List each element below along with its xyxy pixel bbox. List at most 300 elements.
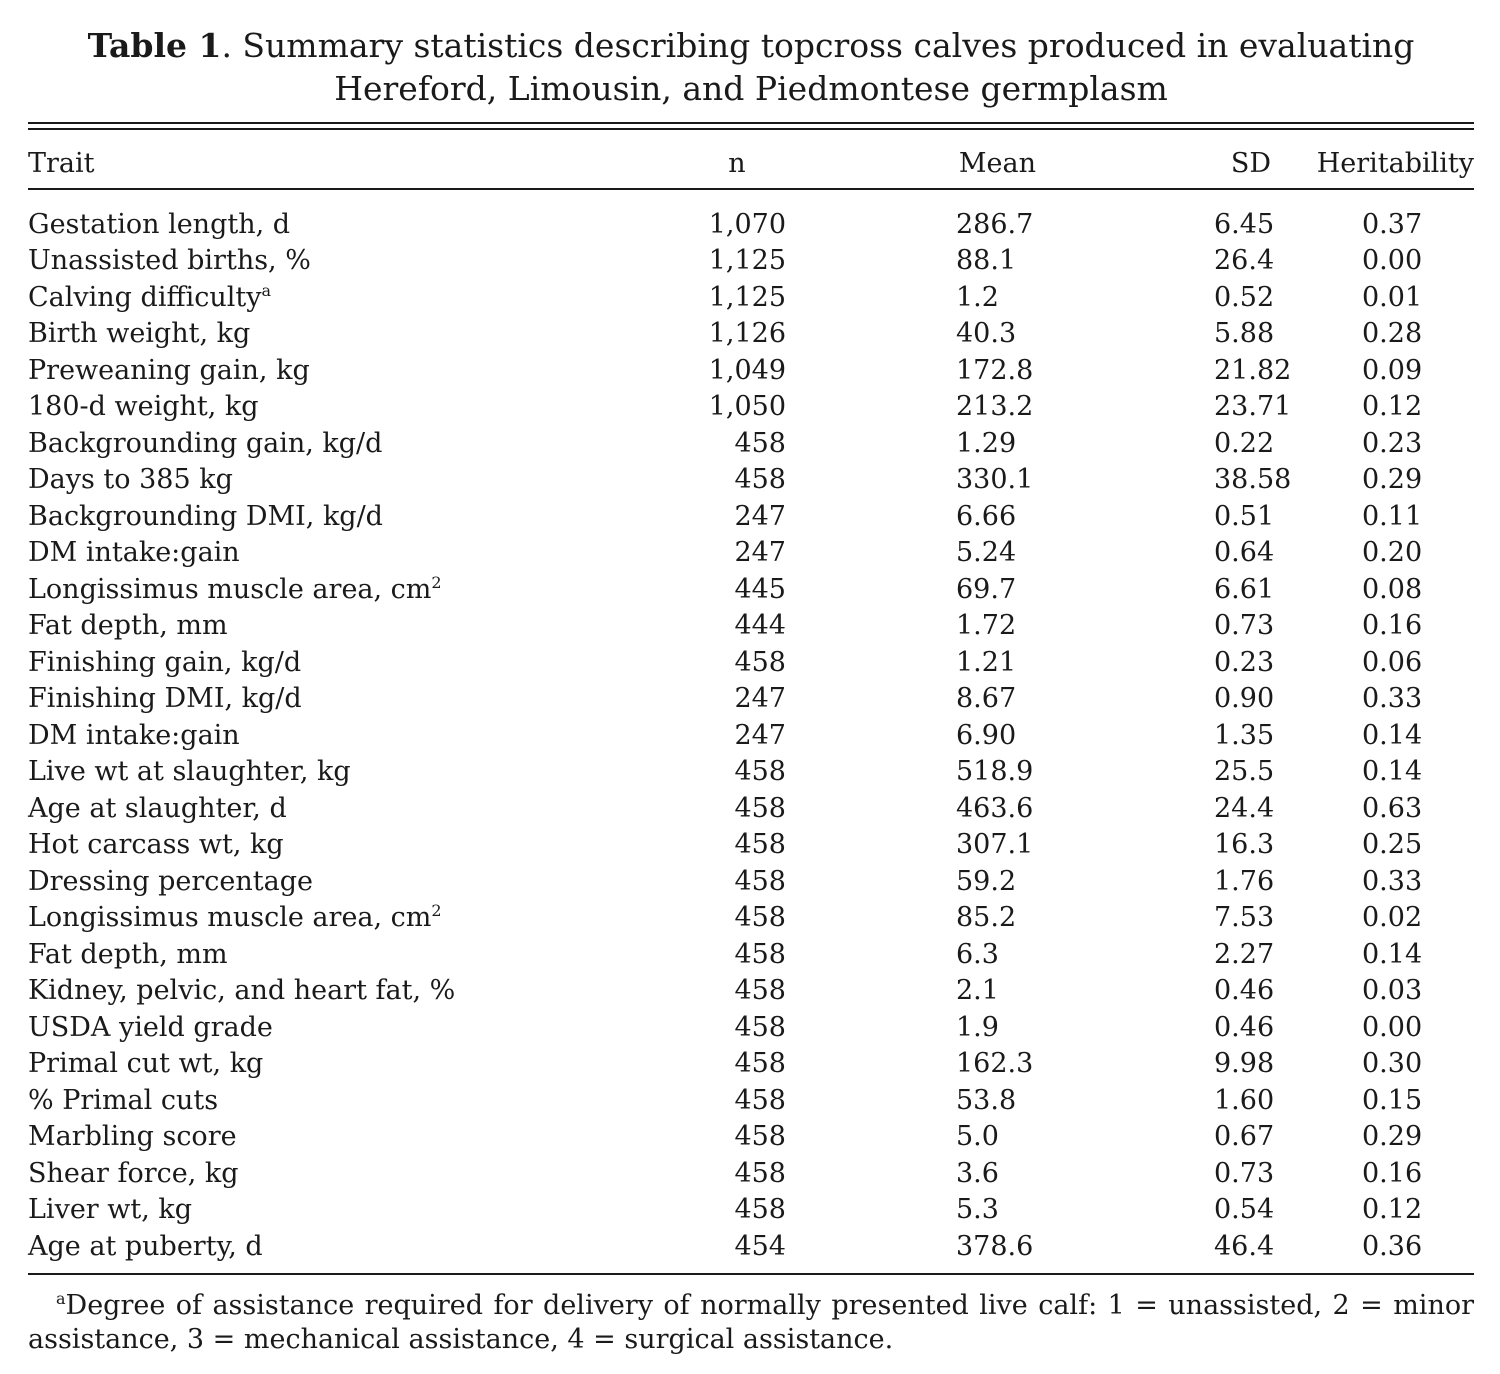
cell-heritability xyxy=(1286,462,1474,499)
cell-heritability-value: 0.14 xyxy=(1362,756,1423,788)
cell-mean xyxy=(786,1046,1046,1083)
cell-heritability-value: 0.29 xyxy=(1362,464,1423,496)
trait-label: Unassisted births, % xyxy=(28,245,311,277)
trait-label: 180-d weight, kg xyxy=(28,391,259,423)
cell-mean-value: 330.1 xyxy=(956,464,1034,496)
cell-mean-value: 8.67 xyxy=(956,683,1017,715)
cell-sd-value: 23.71 xyxy=(1214,391,1292,423)
cell-mean xyxy=(786,1228,1046,1274)
column-header-trait: Trait xyxy=(28,130,588,189)
cell-sd xyxy=(1046,279,1286,316)
cell-sd-value: 25.5 xyxy=(1214,756,1275,788)
trait-label: Primal cut wt, kg xyxy=(28,1048,264,1080)
cell-heritability xyxy=(1286,973,1474,1010)
cell-mean-value: 5.24 xyxy=(956,537,1017,569)
cell-mean-value: 463.6 xyxy=(956,792,1034,824)
cell-mean-value: 3.6 xyxy=(956,1157,999,1189)
cell-sd-value: 0.64 xyxy=(1214,537,1275,569)
cell-n: 458 xyxy=(734,756,786,788)
cell-mean xyxy=(786,644,1046,681)
table-row xyxy=(28,1082,1474,1119)
cell-trait xyxy=(28,352,588,389)
cell-heritability xyxy=(1286,754,1474,791)
cell-mean xyxy=(786,498,1046,535)
trait-label: DM intake:gain xyxy=(28,719,240,751)
cell-sd-value: 46.4 xyxy=(1214,1230,1275,1262)
cell-heritability-value: 0.09 xyxy=(1362,354,1423,386)
cell-trait xyxy=(28,1228,588,1274)
trait-label: Days to 385 kg xyxy=(28,464,233,496)
column-header-mean: Mean xyxy=(786,130,1046,189)
column-header-n: n xyxy=(588,130,786,189)
cell-trait xyxy=(28,1155,588,1192)
trait-label: Hot carcass wt, kg xyxy=(28,829,284,861)
cell-n: 458 xyxy=(734,1011,786,1043)
cell-trait xyxy=(28,462,588,499)
cell-mean-value: 172.8 xyxy=(956,354,1034,386)
cell-mean xyxy=(786,243,1046,280)
cell-heritability xyxy=(1286,498,1474,535)
table-row xyxy=(28,717,1474,754)
cell-n: 247 xyxy=(734,537,786,569)
cell-sd-value: 1.35 xyxy=(1214,719,1275,751)
column-header-sd: SD xyxy=(1046,130,1286,189)
cell-n: 458 xyxy=(734,464,786,496)
cell-trait xyxy=(28,535,588,572)
cell-heritability xyxy=(1286,316,1474,353)
cell-mean xyxy=(786,1009,1046,1046)
table-figure xyxy=(28,24,1474,1357)
cell-heritability-value: 0.36 xyxy=(1362,1230,1423,1262)
table-body xyxy=(28,189,1474,1274)
cell-sd-value: 5.88 xyxy=(1214,318,1275,350)
table-row xyxy=(28,1155,1474,1192)
cell-heritability xyxy=(1286,900,1474,937)
trait-label: Marbling score xyxy=(28,1121,237,1153)
cell-mean xyxy=(786,900,1046,937)
cell-trait xyxy=(28,316,588,353)
table-caption xyxy=(28,24,1474,110)
trait-label: Finishing DMI, kg/d xyxy=(28,683,302,715)
cell-mean xyxy=(786,936,1046,973)
cell-n: 458 xyxy=(734,427,786,459)
cell-mean-value: 69.7 xyxy=(956,573,1017,605)
cell-trait xyxy=(28,863,588,900)
cell-sd xyxy=(1046,425,1286,462)
cell-trait xyxy=(28,644,588,681)
cell-n: 247 xyxy=(734,719,786,751)
cell-heritability xyxy=(1286,243,1474,280)
cell-heritability xyxy=(1286,189,1474,243)
cell-n: 1,070 xyxy=(708,208,786,240)
cell-heritability-value: 0.25 xyxy=(1362,829,1423,861)
cell-sd-value: 0.54 xyxy=(1214,1194,1275,1226)
cell-n: 1,125 xyxy=(708,245,786,277)
cell-sd-value: 38.58 xyxy=(1214,464,1292,496)
cell-mean-value: 40.3 xyxy=(956,318,1017,350)
table-row xyxy=(28,754,1474,791)
cell-mean xyxy=(786,279,1046,316)
cell-trait xyxy=(28,498,588,535)
cell-heritability xyxy=(1286,1192,1474,1229)
cell-sd-value: 0.46 xyxy=(1214,975,1275,1007)
cell-heritability xyxy=(1286,1155,1474,1192)
cell-n: 1,050 xyxy=(708,391,786,423)
trait-label: Gestation length, d xyxy=(28,208,291,240)
cell-mean-value: 88.1 xyxy=(956,245,1017,277)
cell-sd xyxy=(1046,644,1286,681)
trait-label: Birth weight, kg xyxy=(28,318,251,350)
trait-label: Finishing gain, kg/d xyxy=(28,646,302,678)
cell-trait xyxy=(28,936,588,973)
cell-heritability xyxy=(1286,936,1474,973)
cell-sd xyxy=(1046,1228,1286,1274)
cell-heritability-value: 0.63 xyxy=(1362,792,1423,824)
cell-heritability-value: 0.12 xyxy=(1362,391,1423,423)
table-row xyxy=(28,644,1474,681)
cell-n: 247 xyxy=(734,500,786,532)
table-row xyxy=(28,243,1474,280)
cell-heritability xyxy=(1286,717,1474,754)
cell-sd xyxy=(1046,1192,1286,1229)
cell-mean-value: 1.29 xyxy=(956,427,1017,459)
cell-mean-value: 6.3 xyxy=(956,938,999,970)
cell-mean xyxy=(786,389,1046,426)
cell-mean-value: 6.66 xyxy=(956,500,1017,532)
table-row xyxy=(28,1119,1474,1156)
cell-mean-value: 518.9 xyxy=(956,756,1034,788)
cell-trait xyxy=(28,279,588,316)
table-row xyxy=(28,389,1474,426)
cell-mean xyxy=(786,316,1046,353)
table-row xyxy=(28,1228,1474,1274)
cell-heritability-value: 0.33 xyxy=(1362,865,1423,897)
cell-sd xyxy=(1046,717,1286,754)
cell-sd xyxy=(1046,571,1286,608)
cell-sd-value: 26.4 xyxy=(1214,245,1275,277)
cell-mean xyxy=(786,462,1046,499)
cell-sd-value: 6.45 xyxy=(1214,208,1275,240)
cell-sd-value: 2.27 xyxy=(1214,938,1275,970)
table-row xyxy=(28,681,1474,718)
cell-heritability xyxy=(1286,608,1474,645)
trait-label: Kidney, pelvic, and heart fat, % xyxy=(28,975,456,1007)
cell-n: 458 xyxy=(734,1048,786,1080)
trait-label: % Primal cuts xyxy=(28,1084,219,1116)
cell-heritability xyxy=(1286,352,1474,389)
cell-trait xyxy=(28,717,588,754)
cell-mean-value: 1.9 xyxy=(956,1011,999,1043)
cell-heritability-value: 0.01 xyxy=(1362,281,1423,313)
cell-heritability-value: 0.02 xyxy=(1362,902,1423,934)
table-row xyxy=(28,425,1474,462)
cell-heritability xyxy=(1286,827,1474,864)
cell-n: 445 xyxy=(734,573,786,605)
cell-trait xyxy=(28,189,588,243)
cell-sd xyxy=(1046,900,1286,937)
cell-mean xyxy=(786,1119,1046,1156)
trait-superscript: 2 xyxy=(431,901,442,921)
summary-statistics-table xyxy=(28,130,1474,1275)
cell-sd-value: 1.60 xyxy=(1214,1084,1275,1116)
cell-mean-value: 5.3 xyxy=(956,1194,999,1226)
trait-label: Backgrounding gain, kg/d xyxy=(28,427,383,459)
cell-mean-value: 286.7 xyxy=(956,208,1034,240)
cell-heritability-value: 0.00 xyxy=(1362,245,1423,277)
cell-n: 458 xyxy=(734,975,786,1007)
cell-n: 458 xyxy=(734,1194,786,1226)
cell-heritability-value: 0.11 xyxy=(1362,500,1423,532)
cell-mean xyxy=(786,189,1046,243)
table-row xyxy=(28,279,1474,316)
table-label: Table 1 xyxy=(87,26,222,65)
cell-sd xyxy=(1046,827,1286,864)
cell-heritability-value: 0.00 xyxy=(1362,1011,1423,1043)
cell-trait xyxy=(28,973,588,1010)
cell-mean xyxy=(786,681,1046,718)
cell-sd xyxy=(1046,754,1286,791)
cell-sd-value: 9.98 xyxy=(1214,1048,1275,1080)
cell-n: 458 xyxy=(734,1157,786,1189)
table-row xyxy=(28,936,1474,973)
cell-mean-value: 378.6 xyxy=(956,1230,1034,1262)
cell-heritability-value: 0.16 xyxy=(1362,1157,1423,1189)
cell-mean xyxy=(786,1192,1046,1229)
cell-n: 444 xyxy=(734,610,786,642)
cell-mean-value: 1.2 xyxy=(956,281,999,313)
cell-mean xyxy=(786,973,1046,1010)
cell-mean-value: 6.90 xyxy=(956,719,1017,751)
cell-sd xyxy=(1046,462,1292,499)
cell-heritability xyxy=(1286,681,1474,718)
cell-trait xyxy=(28,1119,588,1156)
cell-sd-value: 0.73 xyxy=(1214,610,1275,642)
trait-label: Calving difficulty xyxy=(28,281,262,313)
cell-sd xyxy=(1046,790,1286,827)
cell-heritability-value: 0.08 xyxy=(1362,573,1423,605)
table-footnote xyxy=(28,1289,1474,1357)
table-row xyxy=(28,863,1474,900)
cell-heritability-value: 0.14 xyxy=(1362,719,1423,751)
trait-label: DM intake:gain xyxy=(28,537,240,569)
trait-label: Preweaning gain, kg xyxy=(28,354,310,386)
cell-trait xyxy=(28,243,588,280)
footnote-text: Degree of assistance required for delivery of normally presented live calf: 1 = unassisted, 2 = minor assistance, 3 = mechanical assistance, 4 = surgical assistance. xyxy=(28,1289,1474,1355)
cell-sd xyxy=(1046,352,1292,389)
trait-superscript: 2 xyxy=(431,572,442,592)
cell-heritability xyxy=(1286,425,1474,462)
cell-sd xyxy=(1046,498,1286,535)
cell-sd-value: 0.22 xyxy=(1214,427,1275,459)
cell-sd-value: 0.23 xyxy=(1214,646,1275,678)
cell-trait xyxy=(28,827,588,864)
trait-superscript: a xyxy=(261,280,272,300)
cell-mean xyxy=(786,425,1046,462)
cell-mean-value: 307.1 xyxy=(956,829,1034,861)
table-row xyxy=(28,608,1474,645)
cell-trait xyxy=(28,900,588,937)
cell-sd xyxy=(1046,936,1286,973)
cell-trait xyxy=(28,681,588,718)
trait-label: USDA yield grade xyxy=(28,1011,273,1043)
cell-mean xyxy=(786,717,1046,754)
cell-sd-value: 0.67 xyxy=(1214,1121,1275,1153)
cell-n: 458 xyxy=(734,646,786,678)
cell-mean-value: 213.2 xyxy=(956,391,1034,423)
cell-mean xyxy=(786,790,1046,827)
table-row xyxy=(28,1009,1474,1046)
trait-label: Backgrounding DMI, kg/d xyxy=(28,500,383,532)
cell-n: 1,125 xyxy=(708,281,786,313)
cell-sd xyxy=(1046,681,1286,718)
cell-sd xyxy=(1046,535,1286,572)
cell-mean-value: 85.2 xyxy=(956,902,1017,934)
footnote-marker: a xyxy=(56,1288,66,1308)
cell-sd xyxy=(1046,1046,1286,1083)
cell-mean-value: 59.2 xyxy=(956,865,1017,897)
cell-mean-value: 2.1 xyxy=(956,975,999,1007)
cell-n: 458 xyxy=(734,1121,786,1153)
trait-label: Liver wt, kg xyxy=(28,1194,193,1226)
cell-sd-value: 0.90 xyxy=(1214,683,1275,715)
cell-heritability-value: 0.20 xyxy=(1362,537,1423,569)
table-row xyxy=(28,1192,1474,1229)
cell-trait xyxy=(28,1009,588,1046)
cell-heritability xyxy=(1286,644,1474,681)
cell-sd xyxy=(1046,189,1286,243)
table-row xyxy=(28,973,1474,1010)
cell-sd-value: 0.52 xyxy=(1214,281,1275,313)
cell-heritability-value: 0.28 xyxy=(1362,318,1423,350)
cell-mean xyxy=(786,827,1046,864)
table-row xyxy=(28,900,1474,937)
table-row xyxy=(28,535,1474,572)
cell-heritability xyxy=(1286,790,1474,827)
trait-label: Live wt at slaughter, kg xyxy=(28,756,351,788)
caption-text: . Summary statistics describing topcross calves produced in evaluating Hereford, Limousin, and Piedmontese germplasm xyxy=(221,26,1415,108)
cell-sd xyxy=(1046,316,1286,353)
cell-heritability xyxy=(1286,1228,1474,1274)
cell-heritability-value: 0.06 xyxy=(1362,646,1423,678)
trait-label: Longissimus muscle area, cm xyxy=(28,902,432,934)
cell-heritability xyxy=(1286,535,1474,572)
cell-trait xyxy=(28,608,588,645)
cell-mean xyxy=(786,608,1046,645)
top-double-rule xyxy=(28,122,1474,130)
cell-heritability-value: 0.03 xyxy=(1362,975,1423,1007)
cell-sd-value: 1.76 xyxy=(1214,865,1275,897)
cell-heritability-value: 0.16 xyxy=(1362,610,1423,642)
cell-heritability xyxy=(1286,279,1474,316)
cell-trait xyxy=(28,389,588,426)
cell-mean xyxy=(786,535,1046,572)
cell-n: 458 xyxy=(734,1084,786,1116)
cell-n: 1,126 xyxy=(708,318,786,350)
cell-mean xyxy=(786,571,1046,608)
cell-mean xyxy=(786,352,1046,389)
cell-sd xyxy=(1046,1155,1286,1192)
trait-label: Fat depth, mm xyxy=(28,938,228,970)
cell-n: 454 xyxy=(588,1228,786,1274)
cell-trait xyxy=(28,1082,588,1119)
cell-sd xyxy=(1046,863,1286,900)
cell-heritability xyxy=(1286,389,1474,426)
trait-label: Age at puberty, d xyxy=(28,1230,263,1262)
cell-heritability-value: 0.37 xyxy=(1362,208,1423,240)
cell-sd-value: 7.53 xyxy=(1214,902,1275,934)
table-row xyxy=(28,827,1474,864)
cell-mean xyxy=(786,863,1046,900)
cell-heritability xyxy=(1286,1082,1474,1119)
cell-heritability xyxy=(1286,1009,1474,1046)
cell-heritability-value: 0.33 xyxy=(1362,683,1423,715)
cell-trait xyxy=(28,1046,588,1083)
cell-n: 458 xyxy=(734,865,786,897)
table-row xyxy=(28,462,1474,499)
cell-heritability xyxy=(1286,571,1474,608)
cell-heritability-value: 0.29 xyxy=(1362,1121,1423,1153)
cell-sd-value: 0.73 xyxy=(1214,1157,1275,1189)
cell-n: 458 xyxy=(734,792,786,824)
trait-label: Fat depth, mm xyxy=(28,610,228,642)
cell-n: 458 xyxy=(734,938,786,970)
cell-sd xyxy=(1046,1009,1286,1046)
trait-label: Age at slaughter, d xyxy=(28,792,287,824)
cell-heritability xyxy=(1286,1046,1474,1083)
cell-trait xyxy=(28,1192,588,1229)
cell-trait xyxy=(28,425,588,462)
cell-heritability-value: 0.15 xyxy=(1362,1084,1423,1116)
trait-label: Longissimus muscle area, cm xyxy=(28,573,432,605)
table-row xyxy=(28,1046,1474,1083)
cell-trait xyxy=(28,790,588,827)
cell-sd xyxy=(1046,389,1292,426)
table-row xyxy=(28,352,1474,389)
header-row xyxy=(28,130,1474,189)
cell-n: 1,049 xyxy=(708,354,786,386)
trait-label: Shear force, kg xyxy=(28,1157,239,1189)
cell-sd-value: 0.51 xyxy=(1214,500,1275,532)
cell-n: 247 xyxy=(734,683,786,715)
cell-heritability-value: 0.12 xyxy=(1362,1194,1423,1226)
cell-heritability xyxy=(1286,1119,1474,1156)
column-header-heritability: Heritability xyxy=(1286,130,1474,189)
trait-label: Dressing percentage xyxy=(28,865,314,897)
cell-trait xyxy=(28,571,588,608)
cell-mean-value: 162.3 xyxy=(956,1048,1034,1080)
table-row xyxy=(28,571,1474,608)
table-row xyxy=(28,189,1474,243)
cell-sd-value: 21.82 xyxy=(1214,354,1292,386)
cell-sd xyxy=(1046,973,1286,1010)
table-row xyxy=(28,316,1474,353)
cell-heritability-value: 0.14 xyxy=(1362,938,1423,970)
cell-sd xyxy=(1046,608,1286,645)
cell-sd xyxy=(1046,243,1286,280)
cell-sd xyxy=(1046,1119,1286,1156)
cell-n: 458 xyxy=(734,902,786,934)
cell-mean xyxy=(786,1155,1046,1192)
cell-mean-value: 5.0 xyxy=(956,1121,999,1153)
cell-heritability xyxy=(1286,863,1474,900)
cell-n: 458 xyxy=(734,829,786,861)
cell-heritability-value: 0.30 xyxy=(1362,1048,1423,1080)
table-row xyxy=(28,790,1474,827)
cell-sd-value: 6.61 xyxy=(1214,573,1275,605)
cell-sd-value: 24.4 xyxy=(1214,792,1275,824)
cell-mean xyxy=(786,754,1046,791)
cell-mean-value: 53.8 xyxy=(956,1084,1017,1116)
